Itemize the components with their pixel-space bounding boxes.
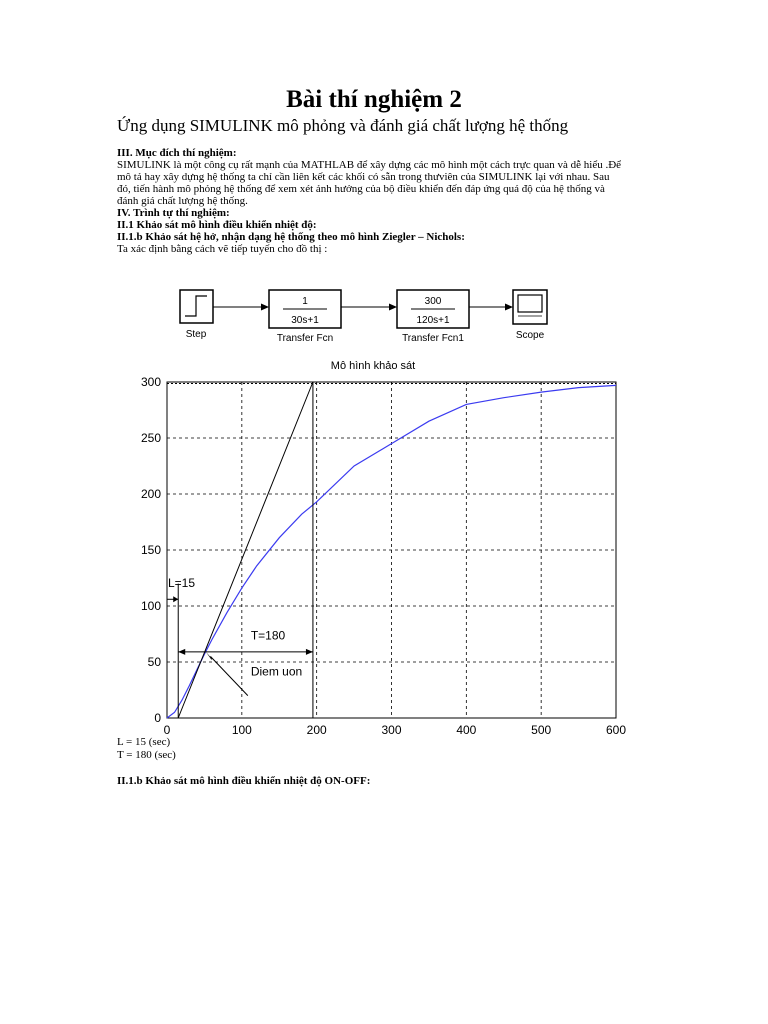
page-title: Bài thí nghiệm 2 [286,86,462,113]
section-3-paragraph-line-2: mô tả hay xây dựng hệ thống ta chỉ cần liên kết các khối có sẵn trong thưviên của SIMULINK lại với nhau. Sau [117,171,610,183]
x-tick-label: 600 [605,723,627,737]
transfer-fcn1-denominator: 120s+1 [416,315,450,326]
t-arrow-head-right [306,649,313,655]
transfer-fcn1-numerator: 300 [424,296,442,307]
step-block [180,290,213,323]
x-tick-label: 100 [231,723,252,737]
inflection-annotation: Diem uon [250,664,303,679]
x-tick-label: 400 [456,723,477,737]
section-3-paragraph-line-1: SIMULINK là một công cụ rất mạnh của MATHLAB để xây dựng các mô hình một cách trực quan và dễ hiểu .Để [117,159,622,171]
response-chart [0,350,768,750]
y-tick-label: 0 [154,711,161,725]
tangent-method-text: Ta xác định bằng cách vẽ tiếp tuyến cho đồ thị : [117,243,328,255]
t-annotation: T=180 [250,628,286,643]
y-tick-label: 50 [147,655,161,669]
result-T: T = 180 (sec) [117,749,176,761]
simulink-block-diagram [175,285,565,345]
section-3-heading: III. Mục đích thí nghiệm: [117,147,237,159]
page-subtitle: Ứng dụng SIMULINK mô phỏng và đánh giá chất lượng hệ thống [117,116,569,135]
chart-title: Mô hình khảo sát [330,360,416,372]
l-annotation: L=15 [168,575,196,590]
scope-block [513,290,547,324]
inflection-pointer-head [206,652,212,660]
transfer-fcn-numerator: 1 [302,296,308,307]
section-2-1-b-heading: II.1.b Khảo sát hệ hở, nhận dạng hệ thống theo mô hình Ziegler – Nichols: [117,231,465,243]
transfer-fcn-label: Transfer Fcn [276,333,334,344]
y-tick-label: 200 [140,487,161,501]
transfer-fcn-denominator: 30s+1 [291,315,319,326]
section-3-paragraph-line-4: đánh giá chất lượng hệ thống. [117,195,248,207]
section-3-paragraph-line-3: đó, tiến hành mô phỏng hệ thống để xem xét ảnh hưởng của bộ điều khiển đến đáp ứng quá độ của hệ thống và [117,183,605,195]
y-tick-label: 300 [140,375,161,389]
onoff-heading: II.1.b Khảo sát mô hình điều khiển nhiệt độ ON-OFF: [117,775,371,787]
y-tick-label: 250 [140,431,161,445]
y-tick-label: 150 [140,543,161,557]
section-4-heading: IV. Trình tự thí nghiệm: [117,207,230,219]
l-arrow-head [173,596,178,602]
x-tick-label: 0 [163,723,171,737]
x-tick-label: 300 [381,723,402,737]
t-arrow-head-left [178,649,185,655]
scope-label: Scope [515,330,545,341]
step-label: Step [185,329,207,340]
transfer-fcn1-label: Transfer Fcn1 [402,333,464,344]
x-tick-label: 500 [531,723,552,737]
y-tick-label: 100 [140,599,161,613]
section-2-1-heading: II.1 Khảo sát mô hình điều khiển nhiệt độ: [117,219,317,231]
x-tick-label: 200 [306,723,327,737]
result-L: L = 15 (sec) [117,736,171,748]
